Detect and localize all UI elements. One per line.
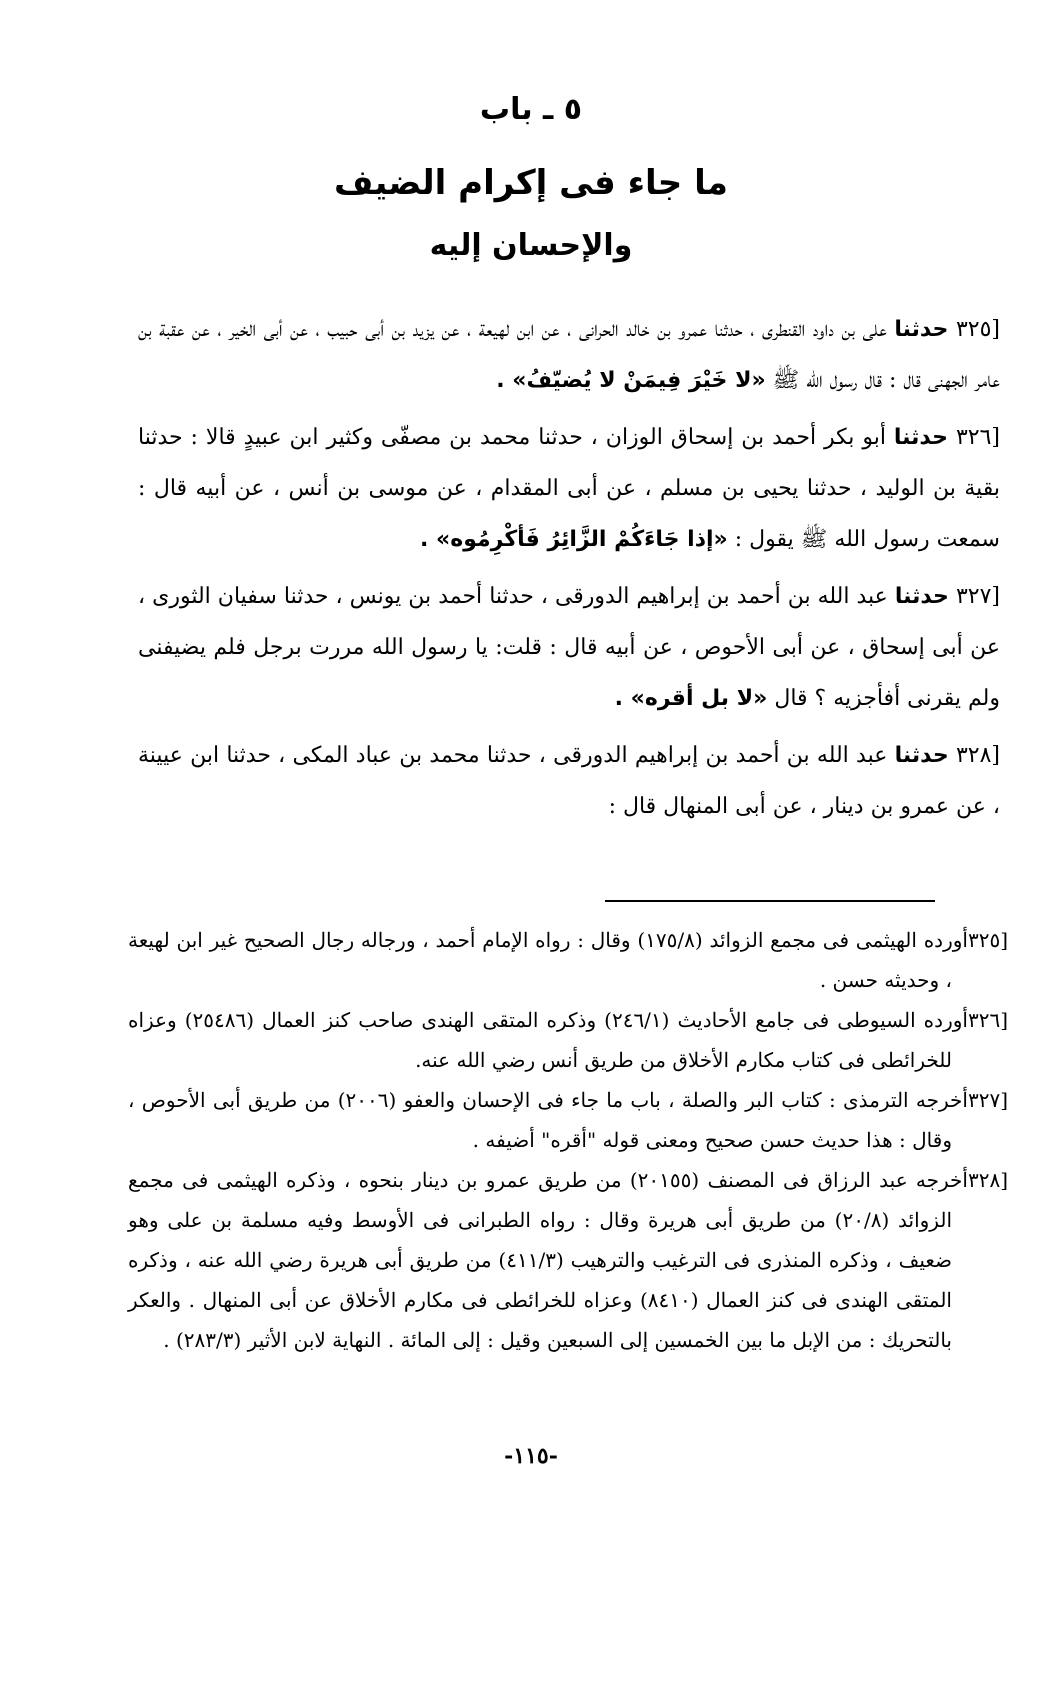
- footnote-number: [٣٢٥: [967, 928, 1009, 952]
- hadith-matn: «لا بل أقره» .: [614, 686, 768, 711]
- hadith-isnad: عبد الله بن أحمد بن إبراهيم الدورقى ، حدثنا محمد بن عباد المكى ، حدثنا ابن عيينة ، عن عمرو بن دينار ، عن أبى المنهال قال :: [138, 743, 1000, 819]
- hadith-325: [138, 304, 1000, 406]
- footnotes: [128, 920, 1008, 1360]
- footnote-number: [٣٢٦: [967, 1008, 1008, 1032]
- chapter-number-heading: ٥ ـ باب: [479, 92, 583, 127]
- hadith-328: [138, 730, 1000, 832]
- footnote-number: [٣٢٨: [967, 1168, 1008, 1192]
- hadith-isnad: أبو بكر أحمد بن إسحاق الوزان ، حدثنا محمد بن مصفّى وكثير ابن عبيدٍ قالا : حدثنا بقية بن الوليد ، حدثنا يحيى بن مسلم ، عن أبى المقدام ، عن موسى بن أنس ، عن أبيه قال : سمعت رسول الله ﷺ يقول :: [138, 425, 1000, 552]
- footnote-text: أخرجه عبد الرزاق فى المصنف (٢٠١٥٥) من طريق عمرو بن دينار بنحوه ، وذكره الهيثمى فى مجمع الزوائد (٢٠/٨) من طريق أبى هريرة وقال : رواه الطبرانى فى الأوسط وفيه مسلمة بن على وهو ضعيف ، وذكره المنذرى فى الترغيب والترهيب (٤١١/٣) من طريق أبى هريرة رضي الله عنه ، وذكره المتقى الهندى فى كنز العمال (٨٤١٠) وعزاه للخرائطى فى مكارم الأخلاق عن أبى المنهال . والعكر بالتحريك : من الإبل ما بين الخمسين إلى السبعين وقيل : إلى المائة . النهاية لابن الأثير (٢٨٣/٣) .: [128, 1168, 968, 1352]
- hadith-isnad: على بن داود القنطرى ، حدثنا عمرو بن خالد الحرانى ، عن ابن لهيعة ، عن يزيد بن أبى حبيب ، عن أبى الخير ، عن عقبة بن عامر الجهنى قال : قال رسول الله ﷺ: [138, 317, 1000, 393]
- hadith-326: [138, 412, 1000, 565]
- hadith-matn: «لا خَيْرَ فِيمَنْ لا يُضيّفُ» .: [496, 368, 766, 393]
- hadith-327: [138, 571, 1000, 724]
- page-number: -١١٥-: [504, 1443, 558, 1469]
- hadith-number: [٣٢٧: [955, 584, 1000, 609]
- footnote-327: [128, 1080, 1008, 1160]
- hadith-keyword: حدثنا: [893, 425, 948, 450]
- chapter-subtitle: والإحسان إليه: [429, 228, 633, 263]
- hadith-isnad: عبد الله بن أحمد بن إبراهيم الدورقى ، حدثنا أحمد بن يونس ، حدثنا سفيان الثورى ، عن أبى إسحاق ، عن أبى الأحوص ، عن أبيه قال : قلت: يا رسول الله مررت برجل فلم يضيفنى ولم يقرنى أفأجزيه ؟ قال: [138, 584, 1000, 711]
- footnote-text: أورده الهيثمى فى مجمع الزوائد (١٧٥/٨) وقال : رواه الإمام أحمد ، ورجاله رجال الصحيح غير ابن لهيعة ، وحديثه حسن .: [128, 928, 968, 992]
- hadith-number: [٣٢٥: [955, 317, 1001, 342]
- footnote-326: [128, 1000, 1008, 1080]
- hadith-keyword: حدثنا: [894, 584, 949, 609]
- hadith-keyword: حدثنا: [894, 317, 949, 342]
- chapter-title: ما جاء فى إكرام الضيف: [334, 163, 728, 203]
- hadith-list: [138, 304, 1000, 838]
- footnote-328: [128, 1160, 1008, 1360]
- hadith-number: [٣٢٨: [955, 743, 1000, 768]
- footnote-number: [٣٢٧: [967, 1088, 1008, 1112]
- hadith-matn: «إذا جَاءَكُمْ الزَّائِرُ فَأكْرِمُوه» .: [420, 527, 728, 552]
- footnote-325: [128, 920, 1008, 1000]
- footnote-text: أخرجه الترمذى : كتاب البر والصلة ، باب ما جاء فى الإحسان والعفو (٢٠٠٦) من طريق أبى الأحوص ، وقال : هذا حديث حسن صحيح ومعنى قوله "أقره" أضيفه .: [128, 1088, 968, 1152]
- footnote-divider: [605, 900, 935, 902]
- footnote-text: أورده السيوطى فى جامع الأحاديث (٢٤٦/١) وذكره المتقى الهندى صاحب كنز العمال (٢٥٤٨٦) وعزاه للخرائطى فى كتاب مكارم الأخلاق من طريق أنس رضي الله عنه.: [128, 1008, 968, 1072]
- hadith-keyword: حدثنا: [894, 743, 949, 768]
- hadith-number: [٣٢٦: [955, 425, 1000, 450]
